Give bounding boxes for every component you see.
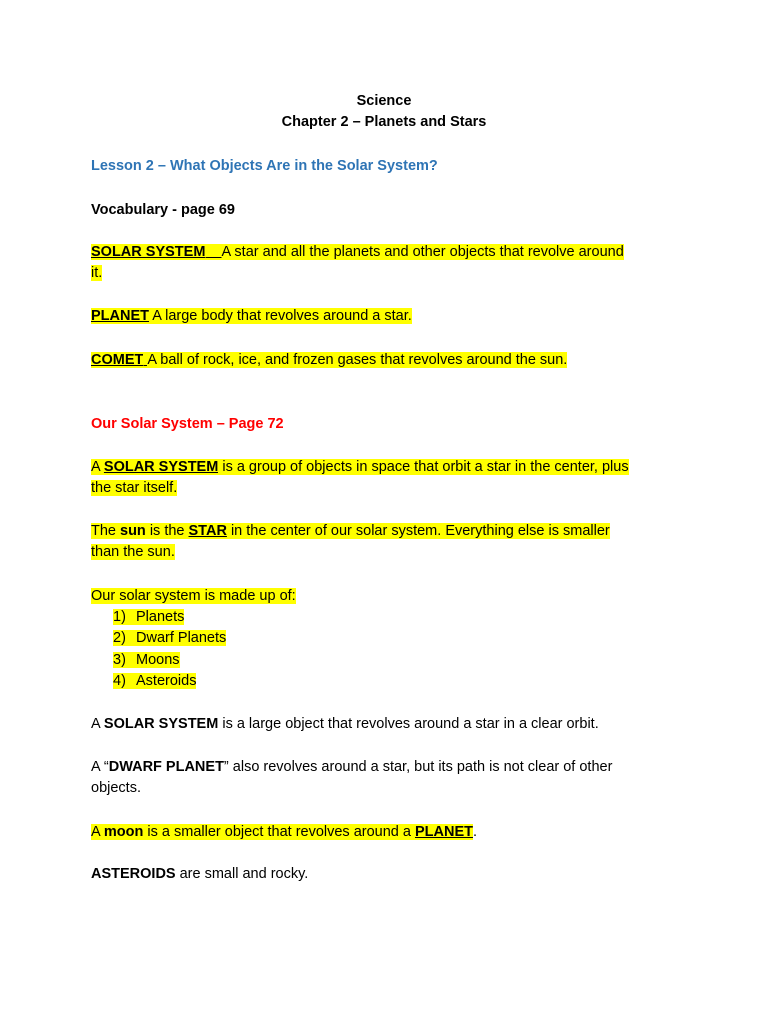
vocab-comet	[91, 350, 567, 370]
list-item	[113, 671, 196, 691]
vocabulary-heading: Vocabulary - page 69	[91, 202, 235, 218]
paragraph-moon	[91, 822, 477, 842]
list-item	[113, 628, 226, 648]
p5-text: is a smaller object that revolves around a	[143, 824, 415, 840]
vocab-term-solar-system: SOLAR SYSTEM	[91, 244, 206, 260]
p5-period: .	[472, 824, 478, 840]
list-intro-text: Our solar system is made up of:	[91, 588, 296, 604]
lesson-heading: Lesson 2 – What Objects Are in the Solar System?	[91, 158, 438, 174]
list-item-number: 4)	[113, 673, 126, 689]
paragraph-dwarf-planet	[91, 757, 612, 777]
vocab-term-planet: PLANET	[91, 308, 149, 324]
p4-text: A “	[91, 759, 109, 775]
section-heading: Our Solar System – Page 72	[91, 416, 284, 432]
chapter-title: Chapter 2 – Planets and Stars	[281, 114, 487, 130]
p2-sun: sun	[120, 523, 146, 539]
paragraph-solar-system	[91, 457, 629, 477]
p5-moon: moon	[103, 824, 144, 840]
p1-text: is a group of objects in space that orbit a star in the center, plus	[218, 459, 629, 475]
p1-text-cont: the star itself.	[91, 480, 178, 496]
p3-term: SOLAR SYSTEM	[103, 716, 219, 732]
p3-text: is a large object that revolves around a star in a clear orbit.	[218, 716, 599, 732]
p2-text-cont: than the sun.	[91, 544, 175, 560]
list-item-number: 2)	[113, 630, 126, 646]
vocab-solar-system-cont	[91, 263, 102, 283]
subject-title: Science	[356, 93, 412, 109]
p6-term: ASTEROIDS	[91, 866, 176, 882]
list-item-label: Dwarf Planets	[136, 630, 227, 646]
p4-text-cont: objects.	[91, 780, 141, 796]
p4-text: ” also revolves around a star, but its path is not clear of other	[223, 759, 613, 775]
p1-term: SOLAR SYSTEM	[103, 459, 219, 475]
vocab-def-planet: A large body that revolves around a star.	[149, 308, 412, 324]
vocab-def-solar-system-cont: it.	[91, 265, 103, 281]
vocab-term-underline-gap	[205, 244, 221, 260]
p5-planet: PLANET	[414, 824, 473, 840]
paragraph-sun	[91, 521, 610, 541]
paragraph-sun-cont	[91, 542, 175, 562]
list-item-label: Moons	[136, 652, 180, 668]
list-item-label: Asteroids	[136, 673, 197, 689]
vocab-solar-system	[91, 242, 624, 262]
p2-text: in the center of our solar system. Everything else is smaller	[226, 523, 610, 539]
p4-term: DWARF PLANET	[108, 759, 224, 775]
list-item-number: 3)	[113, 652, 126, 668]
vocab-planet	[91, 306, 412, 326]
p1-text: A	[91, 459, 104, 475]
p3-text: A	[91, 716, 104, 732]
p2-star: STAR	[188, 523, 227, 539]
vocab-term-comet: COMET	[91, 352, 144, 368]
list-item-label: Planets	[136, 609, 185, 625]
list-item	[113, 650, 180, 670]
list-item	[113, 607, 184, 627]
paragraph-solar-system-object	[91, 714, 599, 734]
list-intro	[91, 586, 296, 606]
list-item-number: 1)	[113, 609, 126, 625]
p5-text: A	[91, 824, 104, 840]
paragraph-dwarf-planet-cont	[91, 778, 141, 798]
p2-text: The	[91, 523, 121, 539]
vocab-def-comet: A ball of rock, ice, and frozen gases that revolves around the sun.	[147, 352, 568, 368]
paragraph-asteroids	[91, 864, 308, 884]
paragraph-solar-system-cont	[91, 478, 177, 498]
vocab-def-solar-system: A star and all the planets and other objects that revolve around	[221, 244, 624, 260]
p2-text: is the	[145, 523, 189, 539]
p6-text: are small and rocky.	[175, 866, 309, 882]
